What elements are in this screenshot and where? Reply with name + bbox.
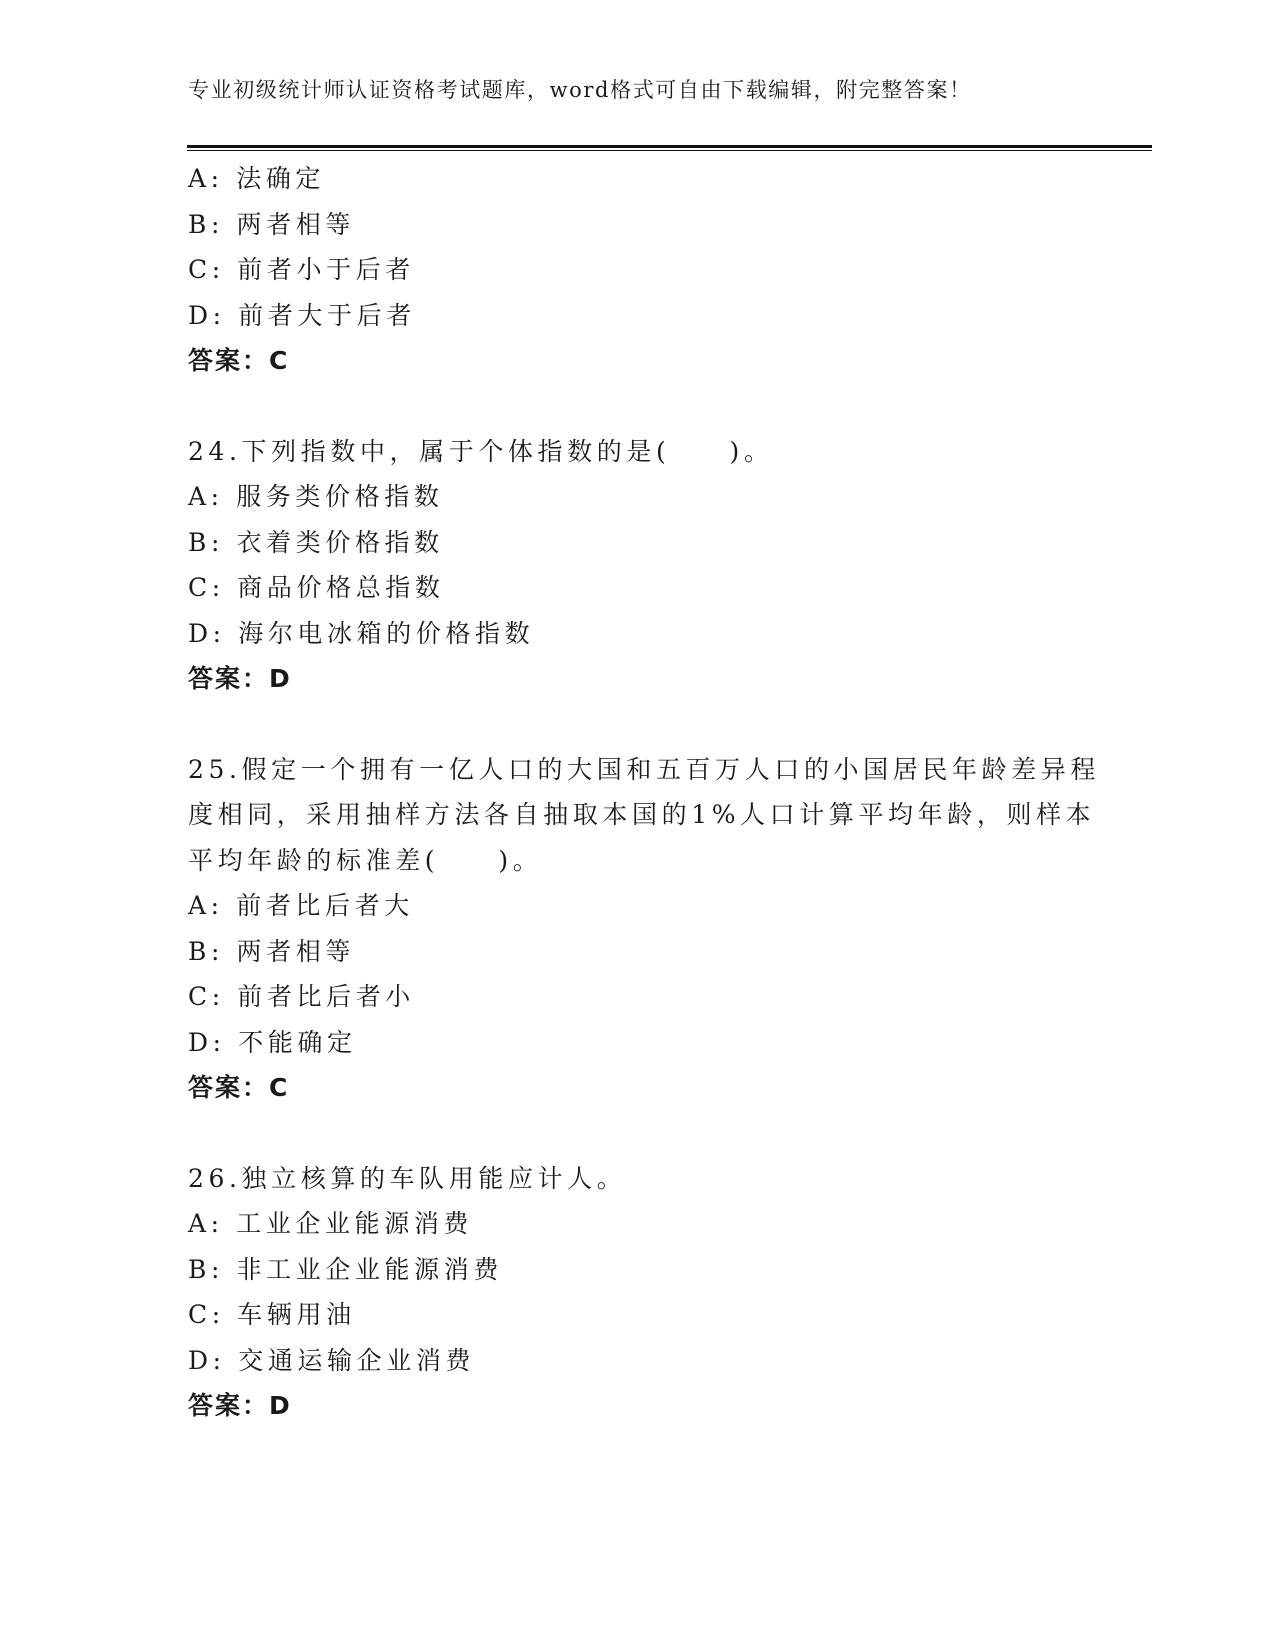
header-rule-thin [187, 150, 1152, 151]
spacer [188, 1111, 1088, 1156]
question-23-continuation [188, 156, 1088, 384]
question-24 [188, 429, 1088, 702]
question-text: 26.独立核算的车队用能应计人。 [188, 1163, 627, 1193]
question-26 [188, 1156, 1088, 1429]
question-text: 24.下列指数中，属于个体指数的是( )。 [188, 436, 774, 466]
spacer [188, 384, 1088, 429]
option-c: C: 车辆用油 [188, 1300, 356, 1329]
option-d: D: 交通运输企业消费 [188, 1345, 476, 1375]
option-c: C: 商品价格总指数 [188, 573, 445, 602]
option-a: A: 工业企业能源消费 [188, 1209, 474, 1238]
option-d: D: 不能确定 [188, 1027, 357, 1057]
answer: 答案：C [188, 1073, 290, 1102]
option-b: B: 两者相等 [188, 209, 355, 239]
answer: 答案：D [188, 664, 292, 693]
option-d: D: 海尔电冰箱的价格指数 [188, 618, 535, 648]
option-d: D: 前者大于后者 [188, 300, 416, 330]
option-b: B: 衣着类价格指数 [188, 527, 444, 557]
option-b: B: 两者相等 [188, 936, 355, 966]
option-c: C: 前者比后者小 [188, 982, 415, 1011]
document-body [188, 156, 1100, 1429]
question-25 [188, 747, 1100, 1111]
spacer [188, 702, 1088, 747]
option-a: A: 前者比后者大 [188, 891, 414, 920]
option-a: A: 法确定 [188, 164, 326, 193]
question-text-line-2: 度相同，采用抽样方法各自抽取本国的1%人口计算平均年龄，则样本 [188, 800, 1096, 829]
option-b: B: 非工业企业能源消费 [188, 1254, 503, 1284]
answer: 答案：D [188, 1391, 292, 1420]
question-text-line-3: 平均年龄的标准差( )。 [188, 845, 543, 875]
header-rule-thick [187, 145, 1152, 148]
option-c: C: 前者小于后者 [188, 255, 415, 284]
question-text-line-1: 25.假定一个拥有一亿人口的大国和五百万人口的小国居民年龄差异程 [188, 754, 1100, 784]
option-a: A: 服务类价格指数 [188, 482, 444, 511]
page-header: 专业初级统计师认证资格考试题库，word格式可自由下载编辑，附完整答案！ [188, 78, 972, 102]
answer: 答案：C [188, 346, 290, 375]
